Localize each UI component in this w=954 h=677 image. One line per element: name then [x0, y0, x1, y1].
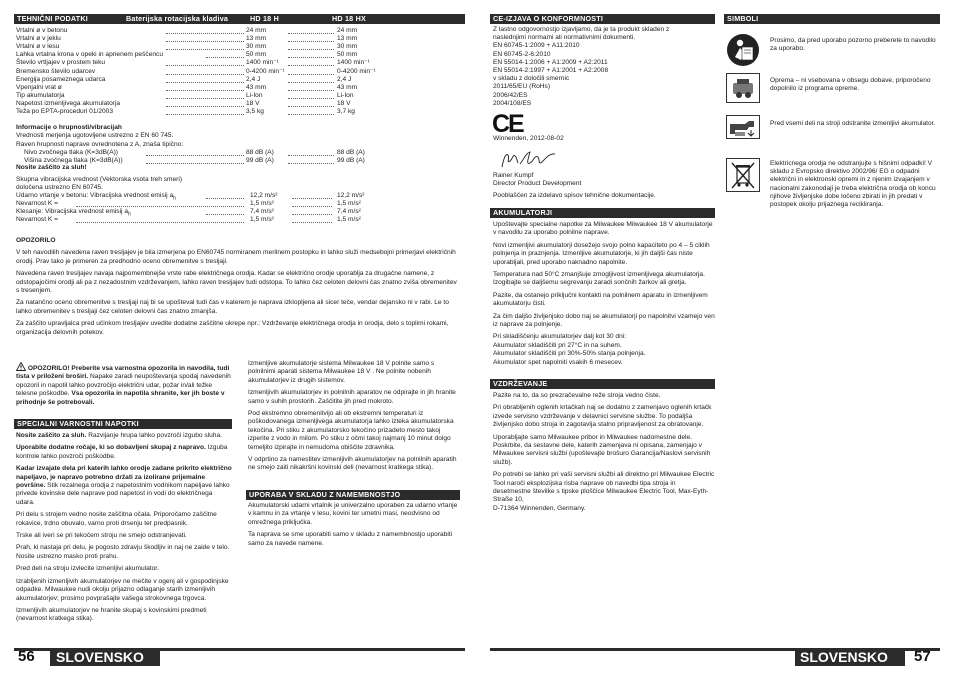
ce-line: EN 55014-1:2006 + A1:2009 + A2:2011 [493, 58, 608, 66]
ce-date: Winnenden, 2012-08-02 [493, 135, 564, 142]
battery-para: Novi izmenljivi akumulatorji dosežejo svojo polno kapaciteto po 4 – 5 ciklih polnjenja in praznjenja. Izmenljive akumulatorje, ki jih daljši čas niste uporabljali, pred uporabo naknadno napolnite. [493, 241, 710, 266]
dot-leader [288, 57, 334, 58]
weee-bin-icon [726, 158, 760, 192]
maintenance-header [490, 379, 715, 389]
tech-data-col1: Baterijska rotacijska kladiva [126, 14, 229, 23]
dot-leader [288, 155, 334, 156]
safety-item-text: Izguba kontrole lahko povzroči poškodbe. [16, 444, 228, 460]
safety-item [16, 578, 232, 603]
safety-item [16, 444, 232, 461]
spec-label: Tip akumulatorja [16, 91, 65, 99]
safety-item-text: Pred deli na stroju izvlecite izmenljivi akumulator. [16, 565, 159, 573]
vibration-label: Nevarnost K = [16, 216, 58, 224]
dot-leader [166, 98, 244, 99]
spec-value-hd18hx: 1400 min⁻¹ [337, 59, 370, 67]
vibration-value-hd18h: 1,5 m/s² [250, 200, 274, 208]
ce-header [490, 14, 715, 24]
safety-item [16, 532, 232, 540]
dot-leader [166, 106, 244, 107]
dot-leader [288, 106, 334, 107]
page-number-right: 57 [914, 648, 931, 665]
dot-leader [146, 155, 244, 156]
dot-leader [166, 114, 244, 115]
maintenance-para: Pri obrabljenih oglenih krtačkah naj se dodatno z zamenjavo oglenih krtačk izvede servisno vzdrževanje v delavnici servisne službe. To podaljša življenjsko dobo stroja in zagotavlja stalno pripravljenost za obratovanje. [493, 404, 712, 429]
vibration-section [16, 176, 456, 193]
spec-row [16, 108, 460, 116]
symbol-text-3: Pred vsemi deli na stroji odstranite izmenljivi akumulator. [770, 120, 936, 127]
battery-para: Temperatura nad 50°C zmanjšuje zmogljivost izmenljivega akumulatorja. Izogibajte se daljšemu segrevanju zaradi sončnih žarkov ali gretja. [493, 271, 705, 287]
spec-value-hd18hx: 2,4 J [337, 75, 352, 83]
vibration-subscript: h [128, 211, 131, 218]
ce-line: 2006/42/ES [493, 91, 528, 99]
dot-leader [166, 49, 244, 50]
dot-leader [288, 98, 334, 99]
spec-label: Vrtalni ø v lesu [16, 43, 60, 51]
special-safety-header [14, 419, 232, 429]
dot-leader [288, 74, 334, 75]
intended-use-para-2: Ta naprava se sme uporabiti samo v skladu z namembnostjo uporabiti samo za navede namene. [248, 531, 453, 547]
dot-leader [292, 222, 332, 223]
battery-para: Upoštevajte specialne napotke za Milwaukee Milwaukee 18 V akumulatorje v navodilu za uporabo polnilne naprave. [493, 221, 713, 237]
battery-para: Za čim daljšo življenjsko dobo naj se akumulatorji po napolnitvi vzamejo ven iz naprave za polnjenje. [493, 312, 715, 329]
spec-label: Energija posameznega udarca [16, 75, 106, 83]
signature [500, 149, 560, 171]
safety-items [16, 432, 232, 628]
safety-item [16, 432, 232, 440]
noise-value-hd18h: 88 dB (A) [246, 149, 274, 156]
spec-value-hd18hx: 43 mm [337, 83, 358, 91]
vibration-value-hd18h: 7,4 m/s² [250, 208, 274, 216]
warning-para-3: Za natančno oceno obremenitve s tresljaji naj bi se upošteval tudi čas v katerem je naprava izklopljena ali sicer teče, vendar dejansko ni v rabi. Le to lahko obremenitev s tresljaji čez celoten delovni čas znatno zmanjša. [16, 299, 449, 315]
col2-para-2: Izmenljivih akumulatorjev in polnilnih aparatov ne odpirajte in jih hranite samo v suhih prostorih. Zaščitite jih pred mokroto. [248, 389, 456, 405]
noise-label: Nivo zvočnega tlaka (K=3dB(A)) [24, 149, 119, 156]
safety-item-text: Pri delu s strojem vedno nosite zaščitna očala. Priporočamo zaščitne rokavice, trdno obuvalo, varno proti drsenju ter predpasnik. [16, 511, 217, 527]
spec-label: Vrtalni ø v jeklu [16, 35, 61, 43]
ce-line: 2004/108/ES [493, 99, 532, 107]
symbols-header [724, 14, 940, 24]
vibration-label-wrap [16, 216, 58, 227]
spec-value-hd18h: 0-4200 min⁻¹ [246, 67, 285, 75]
dot-leader [166, 65, 244, 66]
noise-value-hd18h: 99 dB (A) [246, 157, 274, 165]
vibration-label: Nevarnost K = [16, 200, 58, 208]
spec-label: Teža po EPTA-proceduri 01/2003 [16, 108, 114, 115]
spec-value-hd18hx: 50 mm [337, 51, 358, 59]
vibration-value-hd18h: 1,5 m/s² [250, 216, 274, 224]
dot-leader [288, 49, 334, 50]
safety-item [16, 607, 232, 624]
intended-use-para-1: Akumulatorski udarni vrtalnik je univerzalno uporaben za udarno vrtanje v kamnu in za vrtanje v lesu, kovini ter umetni masi, neodvisno od omrežnega priključka. [248, 502, 458, 526]
vibration-subscript: h [173, 195, 176, 202]
ce-title: CE-IZJAVA O KONFORMNOSTI [493, 14, 604, 23]
vibration-row [16, 216, 460, 224]
dot-leader [166, 90, 244, 91]
noise-value-hd18hx: 88 dB (A) [337, 149, 365, 156]
symbol-text-1: Prosimo, da pred uporabo pozorno preberete to navodilo za uporabo. [770, 37, 936, 53]
dot-leader [166, 33, 244, 34]
spec-label: Število vrtljajev v prostem teku [16, 59, 106, 67]
safety-item-text: Trske ali iveri se pri tekočem stroju ne smejo odstranjevati. [16, 532, 187, 540]
battery-para: Pazite, da ostanejo priključni kontakti na polnilnem aparatu in izmenljivem akumulatorju čisti. [493, 291, 708, 308]
dot-leader [166, 82, 244, 83]
spec-value-hd18hx: 24 mm [337, 27, 358, 34]
dot-leader [206, 198, 244, 199]
vibration-value-hd18h: 12,2 m/s² [250, 192, 278, 199]
spec-value-hd18h: 43 mm [246, 83, 267, 91]
col2-para-1: Izmenljive akumulatorje sistema Milwaukee 18 V polnite samo s polnilnimi aparati sistema Milwaukee 18 V . Ne polnite nobenih akumulatorjev iz drugih sistemov. [248, 360, 435, 384]
spec-value-hd18h: 50 mm [246, 51, 267, 59]
ce-authorized: Pooblaščen za izdelavo spisov tehnične dokumentacije. [493, 191, 656, 199]
vibration-label: Udarno vrtanje v betonu: Vibracijska vrednost emisij a [16, 192, 174, 199]
dot-leader [166, 41, 244, 42]
footer-language-left: SLOVENSKO [56, 649, 144, 665]
safety-item-text: Prah, ki nastaja pri delu, je pogosto zdravju škodljiv in naj ne zaide v telo. Nosite ustrezno masko proti prahu. [16, 544, 230, 560]
dot-leader [206, 214, 244, 215]
dot-leader [292, 198, 332, 199]
spec-value-hd18hx: 3,7 kg [337, 108, 355, 115]
safety-item-text: Razvijanje hrupa lahko povzroči izgubo sluha. [86, 432, 222, 439]
maintenance-para: Po potrebi se lahko pri vaši servisni službi ali direktno pri Milwaukee Electric Tool naroči eksplozijska risba naprave ob navedbi tipa stroja in desetmestne številke s tipske ploščice Milwaukee Electric Tool, Max-Eyth-Straße 10, D-71364 Winnenden, Germany. [493, 471, 715, 512]
dot-leader [166, 74, 244, 75]
safety-item [16, 465, 232, 507]
battery-safety [248, 360, 460, 477]
spec-value-hd18hx: 18 V [337, 99, 351, 107]
ce-line: EN 60745-2-6:2010 [493, 50, 551, 58]
tech-data-col3: HD 18 HX [332, 14, 366, 23]
intended-use-header [246, 490, 460, 500]
noise-title: Informacije o hrupnosti/vibracijah [16, 124, 122, 131]
spec-value-hd18h: 1400 min⁻¹ [246, 59, 279, 67]
vibration-value-hd18hx: 7,4 m/s² [337, 208, 361, 216]
ce-line: v skladu z določili smernic [493, 75, 570, 83]
maintenance-section [493, 392, 715, 517]
maintenance-title: VZDRŽEVANJE [493, 379, 548, 388]
safety-item [16, 544, 232, 561]
ce-line: EN 60745-1:2009 + A11:2010 [493, 42, 580, 50]
dot-leader [206, 57, 244, 58]
tech-data-title: TEHNIČNI PODATKI [17, 14, 88, 23]
warning-para-1: V teh navodilih navedena raven tresljajev je bila izmerjena po EN60745 normiranem merilnem postopku in lahko služi medsebojni primerjavi električnih orodij. Prav tako je primeren za predhodno oceno obremenitve s tresljaji. [16, 249, 456, 265]
safety-item-text: Izmenljivih akumulatorjev ne hranite skupaj s kovinskimi predmeti (nevarnost kratkega stika). [16, 606, 207, 623]
spec-value-hd18h: 2,4 J [246, 75, 261, 83]
ce-signatory [493, 172, 715, 200]
warning-bold-text: OPOZORILO! Preberite vsa varnostna opozorila in navodila, tudi tista v priloženi broširi. [16, 365, 230, 381]
noise-line-2: Raven hrupnosti naprave ovrednotena z A, znaša tipično: [16, 140, 184, 148]
col2-para-4: V odprtino za namestitev izmenljivih akumulatorjev na polnilnih aparatih ne smejo zaiti nikakršni kovinski deli (nevarnost kratkega stika). [248, 456, 457, 472]
battery-title: AKUMULATORJI [493, 208, 553, 217]
battery-storage-para: Pri skladiščenju akumulatorjev dalj kot 30 dni: Akumulator skladiščiti pri 27°C in na suhem. Akumulator skladiščiti pri 30%-50% stanja polnjenja. Akumulator spet napolniti vsakih 6 mesecev. [493, 333, 646, 366]
spec-value-hd18h: 18 V [246, 99, 260, 107]
accessory-icon [726, 73, 760, 103]
dot-leader [288, 82, 334, 83]
footer-language-right: SLOVENSKO [800, 649, 888, 665]
intended-use [248, 502, 460, 552]
spec-label: Vpenjalni vrat ø [16, 83, 62, 91]
maintenance-para: Uporabljajte samo Milwaukee pribor in Milwaukee nadomestne dele. Poskrbite, da sestavne dele, katerih zamenjava ni opisana, zamenjajo v Milwaukee servisni službi (upoštevajte brošuro Garancija/Naslovi servisnih služb). [493, 433, 711, 466]
spec-value-hd18hx: Li-Ion [337, 91, 354, 99]
vibration-value-hd18hx: 1,5 m/s² [337, 216, 361, 224]
dot-leader [288, 114, 334, 115]
noise-section [16, 124, 456, 149]
dot-leader [76, 222, 244, 223]
safety-item-bold: Uporabite dodatne ročaje, ki so dobavljeni skupaj z napravo. [16, 444, 206, 452]
ce-declaration [493, 26, 715, 108]
ce-role: Director Product Development [493, 180, 582, 188]
dot-leader [146, 163, 244, 164]
noise-label: Višina zvočnega tlaka (K=3dB(A)) [24, 157, 123, 165]
ce-mark: CE [492, 110, 523, 138]
warning-section [16, 237, 460, 341]
spec-label: Lahka vrtalna krona v opeki in apnenem peščencu [16, 51, 163, 59]
dot-leader [292, 206, 332, 207]
spec-label: Vrtalni ø v betonu [16, 27, 68, 34]
dot-leader [288, 90, 334, 91]
vibration-value-hd18hx: 12,2 m/s² [337, 192, 365, 199]
warning-para-4: Za zaščito upravljalca pred učinkom tresljajev uvedite dodatne zaščitne ukrepe npr.: Vzdrževanje električnega orodja in orodja, delo s toplimi rokami, organizacija delovnih potekov. [16, 320, 449, 336]
warning-para-2: Navedena raven tresljajev navaja najpomembnejše vrste rabe električnega orodja. Kadar se električno orodje uporablja za drugačne namene, z odstopajočimi orodji ali pa z nezadostnim vzdrževanjem, lahko raven tresljajev tudi odstopa. To lahko čez celoten delovni čas znatno zviša obremenitev s tresenjem. [16, 270, 457, 295]
warning-keep-text: Vsa opozorila in napotila shranite, ker jih boste v prihodnje še potrebovali. [16, 390, 225, 406]
battery-header [490, 208, 715, 218]
warning-triangle-icon [16, 362, 26, 371]
vib-line-2: določena ustrezno EN 60745. [16, 184, 103, 192]
noise-value-hd18hx: 99 dB (A) [337, 157, 365, 165]
spec-value-hd18hx: 13 mm [337, 35, 358, 43]
spec-value-hd18h: Li-Ion [246, 91, 263, 99]
special-safety-title: SPECIALNI VARNOSTNI NAPOTKI [17, 419, 139, 428]
dot-leader [288, 163, 334, 164]
spec-value-hd18h: 13 mm [246, 35, 267, 43]
dot-leader [288, 65, 334, 66]
tech-data-col2: HD 18 H [250, 14, 279, 23]
safety-item-bold: Nosite zaščito za sluh. [16, 432, 87, 439]
col2-para-3: Pod ekstremno obremenitvijo ali ob ekstremni temperaturi iz poškodovanega izmenljivega akumulatorja lahko izteka akumulatorska tekočina. Pri stiku z akumulatorsko tekočino prizadeto mesto takoj izperite z vodo in milom. Po stiku z očmi takoj najmanj 10 minut dolgo temeljito izpirajte in nemudoma obiščite zdravnika. [248, 410, 454, 451]
ce-name: Rainer Kumpf [493, 172, 534, 179]
general-warning [16, 362, 232, 407]
vibration-label: Klesanje: Vibracijska vrednost emisij a [16, 208, 129, 216]
read-manual-icon [726, 33, 760, 67]
safety-item-text: Izrabljenih izmenljivih akumulatorjev ne mečite v ogenj ali v gospodinjske odpadke. Milwaukee nudi okolju prijazno odlaganje starih izmenljivih akumulatorjev; prosimo povprašajte vašega strokovnega trgovca. [16, 577, 229, 602]
battery-section [493, 221, 715, 371]
hearing-protection-note: Nosite zaščito za sluh! [16, 164, 87, 171]
spec-value-hd18h: 30 mm [246, 43, 267, 51]
ce-line: EN 55014-2:1997 + A1:2001 + A2:2008 [493, 67, 609, 75]
vibration-value-hd18hx: 1,5 m/s² [337, 200, 361, 208]
remove-battery-icon [726, 115, 760, 139]
vib-line-1: Skupna vibracijska vrednost (Vektorska vsota treh smeri) [16, 176, 183, 183]
maintenance-para: Pazite na to, da so prezračevalne reže stroja vedno čiste. [493, 392, 661, 399]
intended-use-title: UPORABA V SKLADU Z NAMEMBNOSTJO [249, 490, 401, 499]
dot-leader [288, 33, 334, 34]
spec-value-hd18hx: 30 mm [337, 43, 358, 51]
spec-value-hd18h: 3,5 kg [246, 108, 264, 115]
ce-line: naslednjimi normami ali normativnimi dokumenti. [493, 34, 636, 42]
ce-line: Z lastno odgovornostjo izjavljamo, da je ta produkt skladen z [493, 26, 670, 33]
spec-label: Bremensko število udarcev [16, 67, 96, 75]
dot-leader [76, 206, 244, 207]
spec-value-hd18h: 24 mm [246, 27, 267, 34]
symbols-title: SIMBOLI [727, 14, 759, 23]
dot-leader [288, 41, 334, 42]
ce-line: 2011/65/EU (RoHs) [493, 83, 551, 91]
page-number-left: 56 [18, 648, 35, 665]
spec-label: Napetost izmenljivega akumulatorja [16, 99, 121, 107]
warning-title: OPOZORILO [16, 237, 56, 244]
tech-data-header [14, 14, 465, 24]
safety-item-bold: Kadar izvajate dela pri katerih lahko orodje zadane prikrito električno napeljavo, je napravo potrebno držati za izolirane prijemalne površine. [16, 465, 232, 490]
noise-line-1: Vrednosti merjenja ugotovljene ustrezno z EN 60 745. [16, 132, 174, 140]
warning-rest-text: Napake zaradi neupoštevanja spodaj navedenih opozoril in napotil lahko povzročijo električni udar, požar in/ali težke telesne poškodbe. [16, 373, 231, 398]
safety-item-text: Stik rezalnega orodja z napetostnim vodnikom napeljave lahko privede kovinske dele naprave pod napetost in vodi do električnega udara. [16, 482, 230, 506]
dot-leader [292, 214, 332, 215]
symbol-text-2: Oprema – ni vsebovana v obsegu dobave, priporočeno dopolnilo iz programa opreme. [770, 77, 931, 93]
safety-item [16, 511, 232, 528]
safety-item [16, 565, 232, 573]
spec-value-hd18hx: 0-4200 min⁻¹ [337, 67, 376, 75]
symbol-text-4: Elektricnega orodja ne odstranjujte s hišnimi odpadki! V skladu z Evropsko direktivo 2002/96/ EG o odpadni električni in elektronski opremi in z njenim izvajanjem v nacionalni zakonodaji je treba električna orodja ob koncu njihove življenjske dobe ločeno zbirati in jih predati v postopek okolju prijaznega recikliranja. [770, 160, 936, 209]
